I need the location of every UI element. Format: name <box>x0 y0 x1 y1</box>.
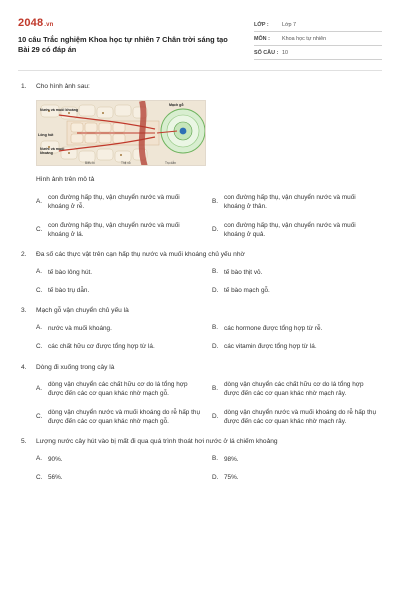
figure-label: Nước và muối khoáng <box>40 146 65 155</box>
option-letter: A. <box>36 198 43 206</box>
meta-row-grade <box>254 18 382 32</box>
question-body <box>18 268 382 296</box>
option-d[interactable] <box>212 221 382 240</box>
question-header <box>18 364 382 373</box>
option-text: tế bào mạch gỗ. <box>224 287 270 295</box>
option-letter: B. <box>212 385 219 393</box>
meta-row-subject <box>254 32 382 46</box>
option-text: các hormone được tổng hợp từ rễ. <box>224 324 323 332</box>
logo-text: 2048 <box>18 17 44 29</box>
meta-value: Khoa học tự nhiên <box>282 35 327 42</box>
site-logo[interactable] <box>18 16 233 30</box>
option-d[interactable] <box>212 286 382 295</box>
option-letter: D. <box>212 473 219 481</box>
option-text: dòng vận chuyển các chất hữu cơ do lá tổng hợp được đến các cơ quan khác nhờ mạch rây. <box>224 381 364 398</box>
question-text: Lượng nước cây hút vào bị mất đi qua quá trình thoát hơi nước ở lá chiếm khoảng <box>36 438 278 446</box>
option-letter: B. <box>212 455 219 463</box>
meta-key: SỐ CÂU : <box>254 49 279 56</box>
option-letter: A. <box>36 455 43 463</box>
question-header <box>18 83 382 92</box>
question-number: 1. <box>21 83 27 90</box>
root-absorption-figure <box>36 100 206 166</box>
question-number: 2. <box>21 251 27 259</box>
option-b[interactable] <box>212 268 382 277</box>
option-text: các vitamin được tổng hợp từ lá. <box>224 343 317 351</box>
option-letter: A. <box>36 324 43 332</box>
meta-row-count <box>254 46 382 60</box>
header-divider <box>18 70 382 71</box>
option-letter: C. <box>36 473 43 481</box>
option-text: con đường hấp thụ, vận chuyển nước và muối khoáng ở lá. <box>48 221 180 238</box>
figure-caption: Trụ dẫn <box>165 160 176 165</box>
question-header <box>18 307 382 316</box>
option-a[interactable] <box>36 324 206 333</box>
question-number: 5. <box>21 438 27 446</box>
option-c[interactable] <box>36 286 206 295</box>
answer-options <box>36 455 382 483</box>
meta-key: LỚP : <box>254 21 269 28</box>
option-text: nước và muối khoáng. <box>48 324 112 332</box>
option-text: tế bào trụ dẫn. <box>48 287 90 295</box>
option-c[interactable] <box>36 342 206 351</box>
question-3 <box>18 307 382 351</box>
question-text: Dòng đi xuống trong cây là <box>36 363 115 371</box>
option-a[interactable] <box>36 455 206 464</box>
option-text: tế bào lông hút. <box>48 268 93 276</box>
option-letter: D. <box>212 412 219 420</box>
question-5 <box>18 438 382 482</box>
option-letter: C. <box>36 412 43 420</box>
option-text: 56%. <box>48 474 63 482</box>
option-c[interactable] <box>36 221 206 240</box>
option-letter: B. <box>212 268 219 276</box>
option-text: con đường hấp thụ, vận chuyển nước và muối khoáng ở quả. <box>224 221 356 238</box>
option-a[interactable] <box>36 268 206 277</box>
question-header <box>18 251 382 260</box>
answer-options <box>36 268 382 296</box>
answer-options <box>36 193 382 239</box>
option-letter: C. <box>36 342 43 350</box>
option-letter: A. <box>36 385 43 393</box>
meta-value: 10 <box>282 49 288 56</box>
figure-caption: Thịt vỏ <box>121 160 131 165</box>
option-a[interactable] <box>36 193 206 212</box>
question-subtext: Hình ảnh trên mô tả <box>36 175 95 183</box>
page-title: 10 câu Trắc nghiệm Khoa học tự nhiên 7 Chân trời sáng tạo Bài 29 có đáp án <box>18 35 228 55</box>
option-d[interactable] <box>212 408 382 427</box>
option-b[interactable] <box>212 380 382 399</box>
question-4 <box>18 364 382 427</box>
option-letter: C. <box>36 286 43 294</box>
question-header <box>18 438 382 447</box>
option-letter: B. <box>212 324 219 332</box>
option-letter: D. <box>212 286 219 294</box>
option-b[interactable] <box>212 455 382 464</box>
option-text: tế bào thịt vỏ. <box>224 268 263 276</box>
question-body <box>18 380 382 426</box>
question-2 <box>18 251 382 295</box>
option-letter: A. <box>36 268 43 276</box>
meta-table <box>254 18 382 60</box>
option-text: các chất hữu cơ được tổng hợp từ lá. <box>48 343 155 351</box>
option-b[interactable] <box>212 193 382 212</box>
meta-value: Lớp 7 <box>282 21 297 28</box>
option-d[interactable] <box>212 342 382 351</box>
option-letter: D. <box>212 342 219 350</box>
answer-options <box>36 324 382 352</box>
option-letter: D. <box>212 225 219 233</box>
question-body <box>18 100 382 240</box>
option-text: 75%. <box>224 474 239 482</box>
option-text: 98%. <box>224 455 239 463</box>
document-header <box>18 16 382 60</box>
figure-label: Lông hút <box>38 132 54 137</box>
option-text: con đường hấp thụ, vận chuyển nước và muối khoáng ở rễ. <box>48 194 180 211</box>
header-left <box>18 16 233 55</box>
option-text: dòng vận chuyển nước và muối khoáng do rễ hấp thụ được đến các cơ quan khác nhờ mạch gỗ. <box>48 408 201 425</box>
figure-label: Nước và muối khoáng <box>40 107 79 112</box>
option-b[interactable] <box>212 324 382 333</box>
option-text: dòng vận chuyển nước và muối khoáng do rễ hấp thụ được đến các cơ quan khác nhờ mạch rây. <box>224 408 377 425</box>
question-text: Đa số các thực vật trên cạn hấp thụ nước và muối khoáng chủ yếu nhờ <box>36 251 245 259</box>
question-number: 4. <box>21 363 27 371</box>
option-letter: B. <box>212 198 219 206</box>
meta-key: MÔN : <box>254 35 270 42</box>
logo-suffix: .vn <box>44 22 54 28</box>
option-d[interactable] <box>212 473 382 482</box>
option-a[interactable] <box>36 380 206 399</box>
question-1 <box>18 83 382 239</box>
question-body <box>18 324 382 352</box>
option-c[interactable] <box>36 473 206 482</box>
option-c[interactable] <box>36 408 206 427</box>
question-body <box>18 455 382 483</box>
option-text: 90%. <box>48 455 63 463</box>
question-text: Mạch gỗ vận chuyển chủ yếu là <box>36 307 129 315</box>
figure-label: Mạch gỗ <box>169 102 184 107</box>
question-text: Cho hình ảnh sau: <box>36 83 90 90</box>
answer-options <box>36 380 382 426</box>
figure-caption: Biểu bì <box>85 160 95 165</box>
option-text: dòng vận chuyển các chất hữu cơ do lá tổng hợp được đến các cơ quan khác nhờ mạch gỗ. <box>48 381 188 398</box>
option-letter: C. <box>36 225 43 233</box>
question-number: 3. <box>21 307 27 315</box>
option-text: con đường hấp thụ, vận chuyển nước và muối khoáng ở thân. <box>224 194 356 211</box>
